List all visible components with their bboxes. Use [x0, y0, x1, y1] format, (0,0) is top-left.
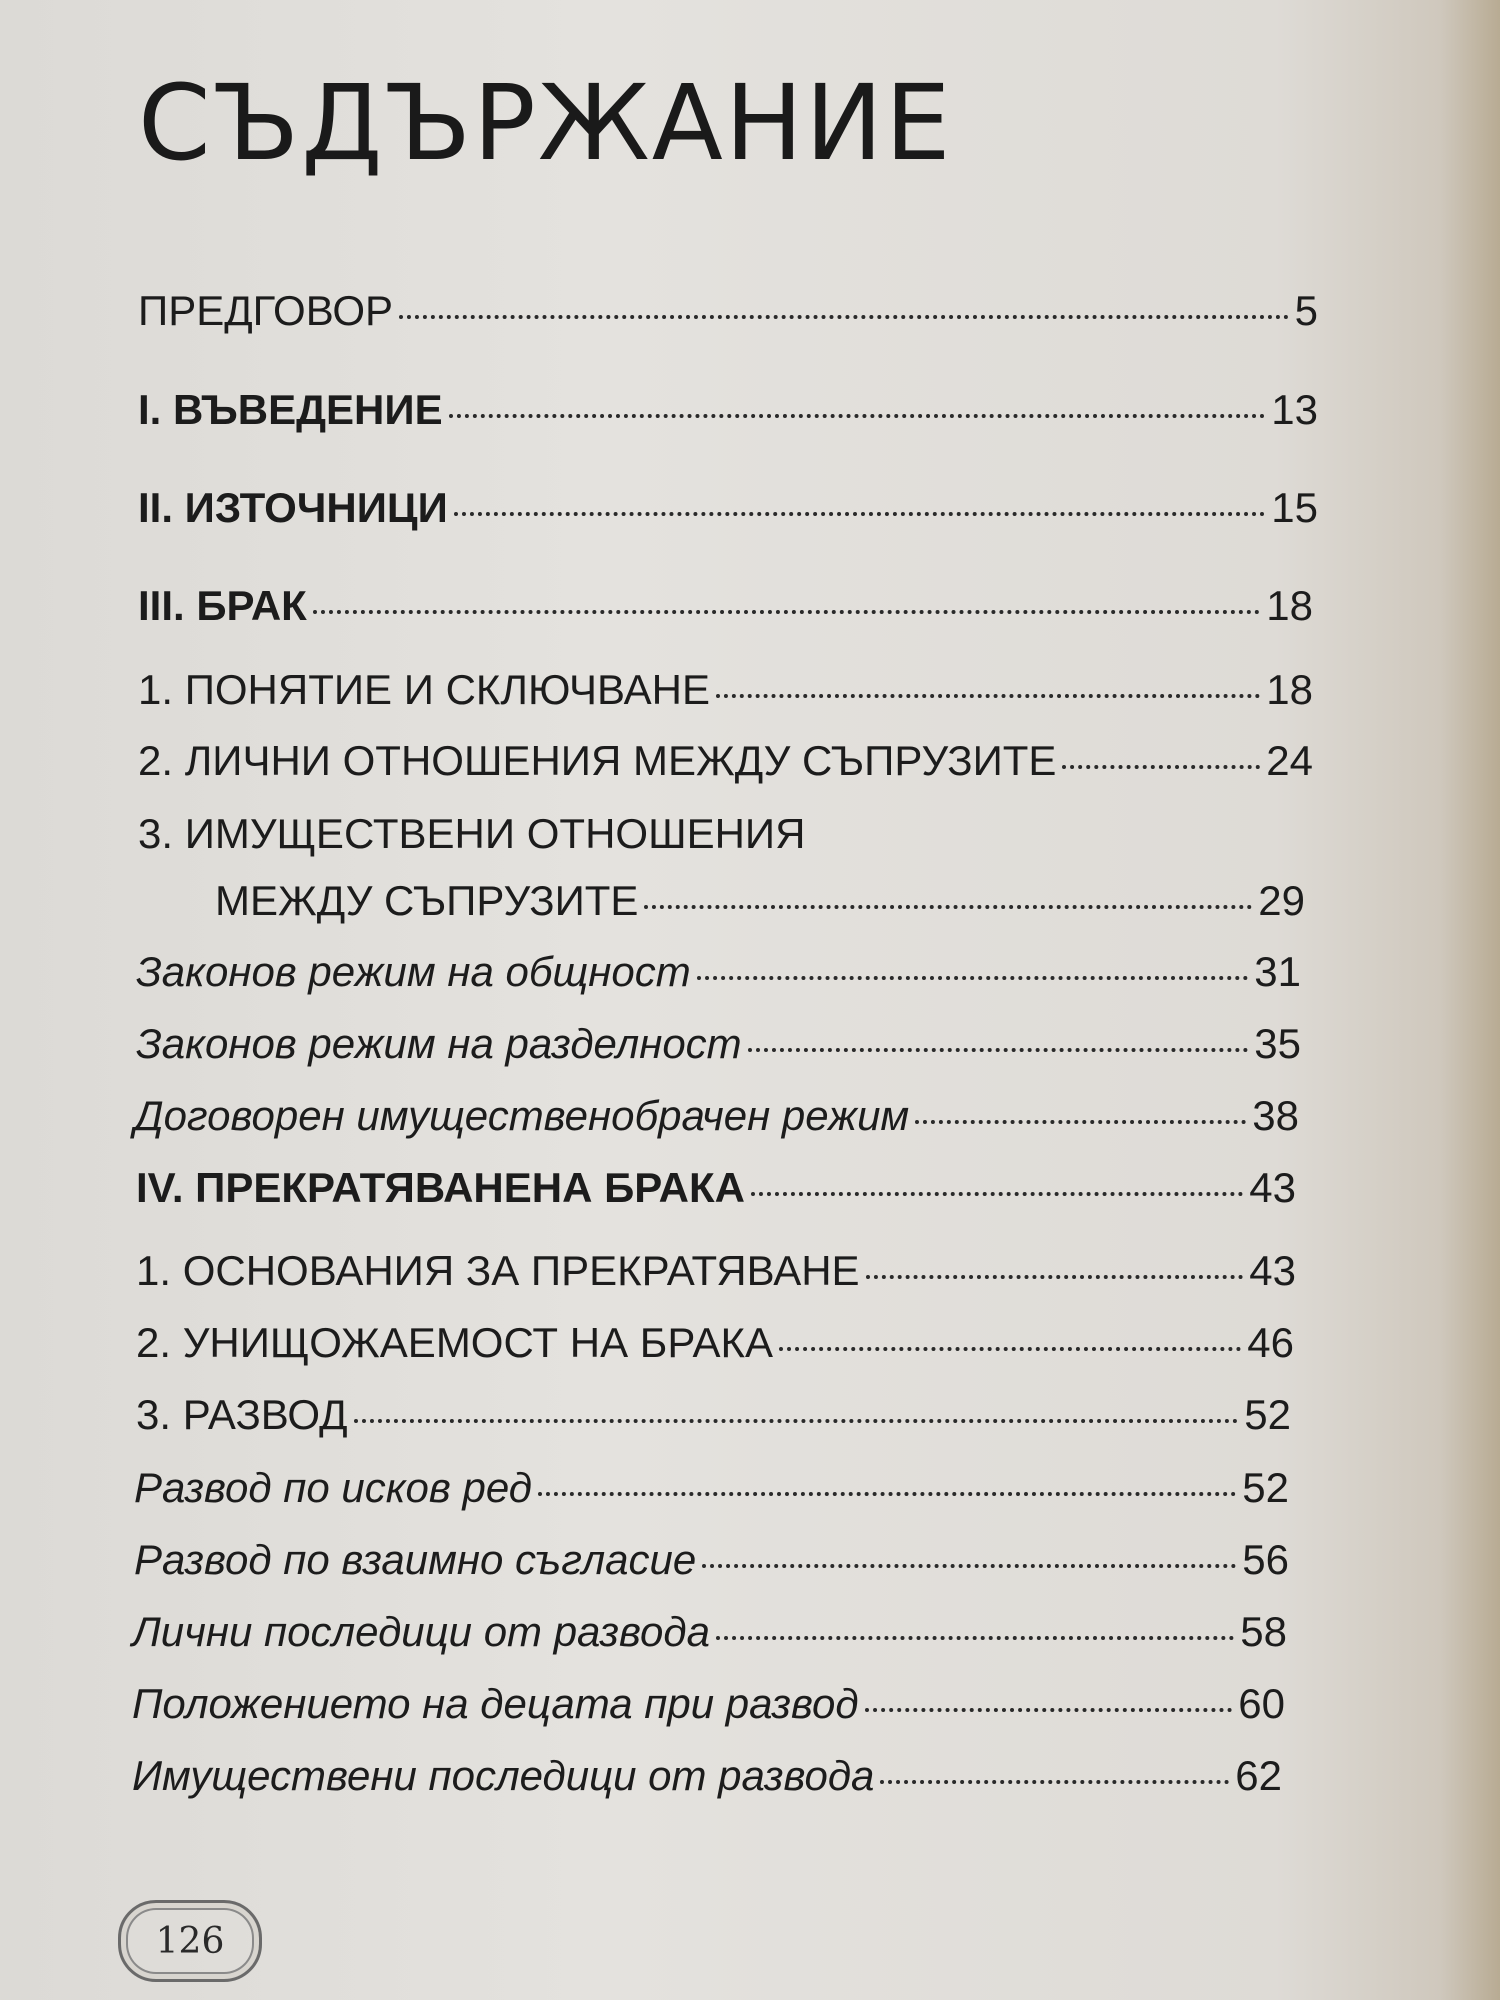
leader-dots: [865, 1708, 1233, 1712]
toc-entry: [136, 946, 1301, 998]
toc-entry-page: 18: [1266, 666, 1313, 713]
leader-dots: [880, 1780, 1229, 1784]
toc-entry-label: Имуществени последици от развода: [132, 1752, 875, 1799]
page-number-ornament: [118, 1900, 262, 1982]
leader-dots: [915, 1120, 1246, 1124]
toc-entry: [136, 1317, 1294, 1369]
leader-dots: [399, 315, 1289, 319]
toc-entry: [138, 285, 1318, 337]
toc-entry-page: 38: [1252, 1092, 1299, 1139]
toc-entry-label: III. БРАК: [138, 582, 307, 629]
leader-dots: [716, 694, 1260, 698]
leader-dots: [354, 1419, 1239, 1423]
page-number: 126: [155, 1920, 225, 1962]
toc-entry-label: Законов режим на общност: [136, 948, 691, 995]
toc-entry-page: 24: [1266, 737, 1313, 784]
leader-dots: [538, 1492, 1236, 1496]
toc-entry: [138, 384, 1318, 436]
toc-entry-label: Развод по взаимно съгласие: [134, 1536, 697, 1583]
toc-entry: [136, 1018, 1301, 1070]
leader-dots: [748, 1048, 1249, 1052]
leader-dots: [751, 1192, 1243, 1196]
toc-entry: [134, 1462, 1289, 1514]
toc-entry-page: 58: [1240, 1608, 1287, 1655]
leader-dots: [644, 905, 1252, 909]
leader-dots: [454, 512, 1266, 516]
toc-entry: [138, 664, 1313, 716]
toc-entry-label: 2. УНИЩОЖАЕМОСТ НА БРАКА: [136, 1319, 774, 1366]
toc-entry: [134, 1090, 1299, 1142]
toc-entry: [132, 1606, 1287, 1658]
leader-dots: [313, 610, 1260, 614]
toc-entry-page: 29: [1258, 877, 1305, 924]
leader-dots: [716, 1636, 1234, 1640]
toc-entry: [138, 735, 1313, 787]
toc-entry-label: 3. РАЗВОД: [136, 1391, 348, 1438]
toc-entry-page: 52: [1244, 1391, 1291, 1438]
toc-entry: [138, 482, 1318, 534]
toc-entry-label: Законов режим на разделност: [136, 1020, 742, 1067]
toc-entry-page: 46: [1247, 1319, 1294, 1366]
leader-dots: [1062, 765, 1260, 769]
leader-dots: [866, 1275, 1244, 1279]
toc-entry: [138, 580, 1313, 632]
toc-entry-label: 2. ЛИЧНИ ОТНОШЕНИЯ МЕЖДУ СЪПРУЗИТЕ: [138, 737, 1057, 784]
toc-entry: [134, 1534, 1289, 1586]
toc-entry: [136, 1162, 1296, 1214]
toc-entry-page: 52: [1242, 1464, 1289, 1511]
leader-dots: [697, 976, 1249, 980]
toc-entry-page: 15: [1271, 484, 1318, 531]
toc-entry: [132, 1678, 1285, 1730]
toc-entry-label-continued: МЕЖДУ СЪПРУЗИТЕ: [215, 877, 639, 924]
toc-entry: [136, 1389, 1291, 1441]
toc-entry-page: 62: [1235, 1752, 1282, 1799]
toc-entry-page: 56: [1242, 1536, 1289, 1583]
toc-entry-page: 31: [1254, 948, 1301, 995]
leader-dots: [449, 414, 1266, 418]
toc-entry-page: 60: [1238, 1680, 1285, 1727]
toc-entry-label: Договорен имущественобрачен режим: [134, 1092, 910, 1139]
toc-entry-label: Развод по исков ред: [134, 1464, 532, 1511]
toc-entry-label: Лични последици от развода: [132, 1608, 710, 1655]
leader-dots: [779, 1347, 1241, 1351]
toc-entry-label: Положението на децата при развод: [132, 1680, 859, 1727]
toc-entry-page: 5: [1294, 287, 1318, 334]
toc-entry-page: 35: [1254, 1020, 1301, 1067]
toc-entry-label: II. ИЗТОЧНИЦИ: [138, 484, 448, 531]
toc-entry-label: ПРЕДГОВОР: [138, 287, 394, 334]
toc-entry-page: 43: [1249, 1247, 1296, 1294]
leader-dots: [702, 1564, 1236, 1568]
toc-entry-label: 1. ОСНОВАНИЯ ЗА ПРЕКРАТЯВАНЕ: [136, 1247, 860, 1294]
toc-entry-page: 43: [1249, 1164, 1296, 1211]
toc-entry-label: IV. ПРЕКРАТЯВАНЕНА БРАКА: [136, 1164, 745, 1211]
toc-entry: [215, 875, 1305, 927]
toc-entry: [136, 1245, 1296, 1297]
toc-entry-page: 18: [1266, 582, 1313, 629]
toc-entry-label: I. ВЪВЕДЕНИЕ: [138, 386, 443, 433]
toc-entry-label: 3. ИМУЩЕСТВЕНИ ОТНОШЕНИЯ: [138, 810, 806, 857]
toc-entry: [132, 1750, 1282, 1802]
toc-entry-page: 13: [1271, 386, 1318, 433]
page-title: СЪДЪРЖАНИЕ: [138, 62, 953, 184]
toc-entry-label: 1. ПОНЯТИЕ И СКЛЮЧВАНЕ: [138, 666, 710, 713]
